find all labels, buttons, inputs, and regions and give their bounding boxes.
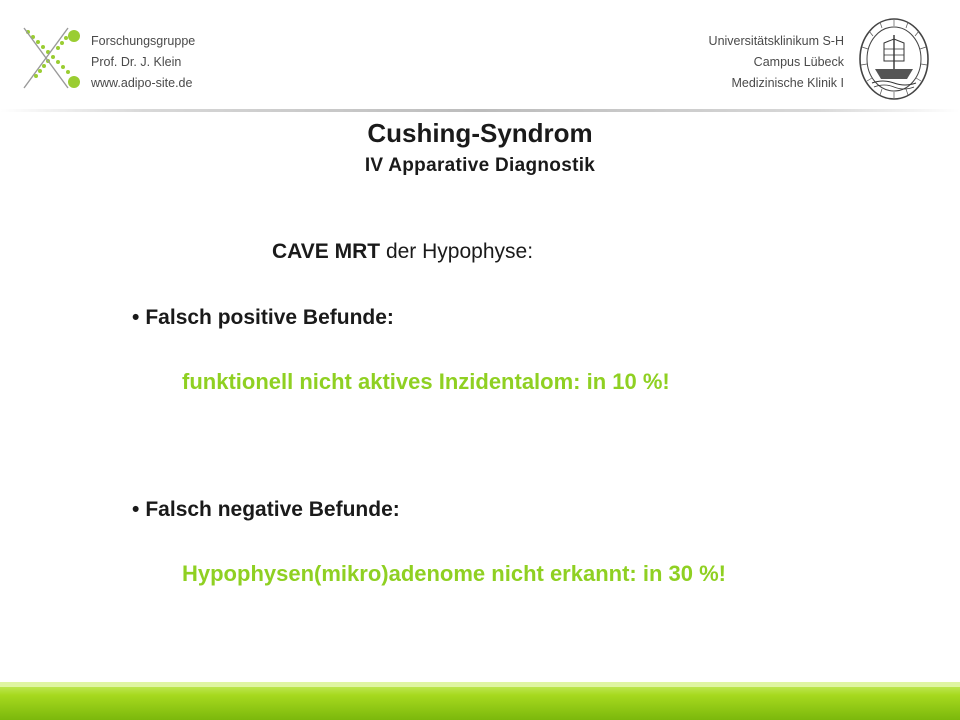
research-group-name: Forschungsgruppe (91, 34, 196, 48)
slide-title: Cushing-Syndrom (367, 118, 593, 148)
footer-bar (0, 682, 960, 720)
detail-false-negative: Hypophysen(mikro)adenome nicht erkannt: in 30 %! (182, 561, 726, 586)
slide-subtitle: IV Apparative Diagnostik (364, 155, 596, 176)
cave-heading-rest: der Hypophyse: (380, 240, 534, 263)
university-clinic-name: Universitätsklinikum S-H (708, 34, 844, 48)
header-divider (0, 109, 960, 112)
university-seal-ship-icon (858, 17, 930, 101)
bullet-heading: Falsch negative Befunde: (145, 498, 400, 521)
detail-false-positive: funktionell nicht aktives Inzidentalom: in 10 %! (182, 369, 670, 394)
adipo-x-logo-icon (22, 26, 84, 92)
clinic-department: Medizinische Klinik I (731, 76, 844, 90)
website-link[interactable]: www.adipo-site.de (91, 76, 193, 90)
cave-heading-bold: CAVE MRT (272, 240, 381, 263)
institution-info (709, 31, 844, 94)
professor-name: Prof. Dr. J. Klein (91, 55, 182, 69)
bullet-heading: Falsch positive Befunde: (145, 306, 394, 329)
bullet-dot: • (132, 306, 140, 329)
campus-name: Campus Lübeck (753, 55, 844, 69)
cave-heading (272, 240, 533, 264)
research-group-info (91, 31, 195, 94)
bullet-false-negative (132, 498, 400, 522)
bullet-false-positive (132, 306, 394, 330)
bullet-dot: • (132, 498, 140, 521)
